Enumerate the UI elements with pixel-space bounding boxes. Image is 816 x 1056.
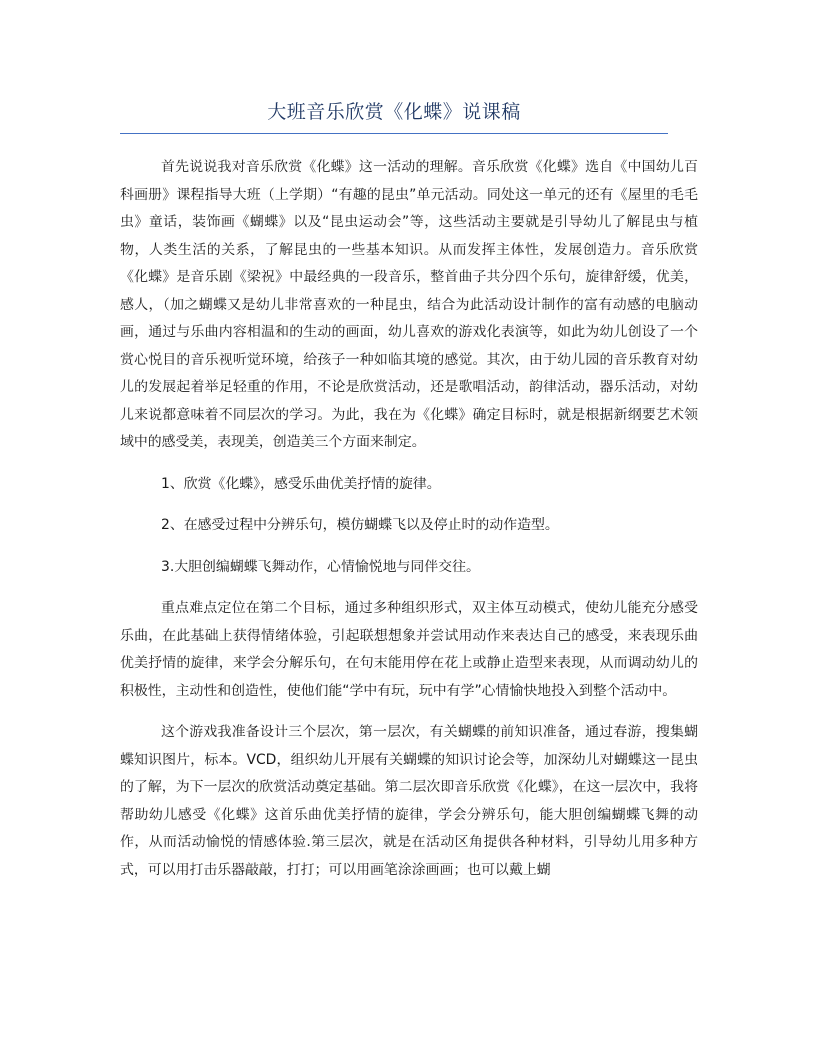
paragraph-intro: 首先说说我对音乐欣赏《化蝶》这一活动的理解。音乐欣赏《化蝶》选自《中国幼儿百科画册》课程指导大班（上学期）“有趣的昆虫”单元活动。同处这一单元的还有《屋里的毛毛虫》童话，装饰画《蝴蝶》以及“昆虫运动会”等，这些活动主要就是引导幼儿了解昆虫与植物，人类生活的关系，了解昆虫的一些基本知识。从而发挥主体性，发展创造力。音乐欣赏《化蝶》是音乐剧《梁祝》中最经典的一段音乐，整首曲子共分四个乐句，旋律舒缓，优美，感人，（加之蝴蝶又是幼儿非常喜欢的一种昆虫，结合为此活动设计制作的富有动感的电脑动画，通过与乐曲内容相温和的生动的画面，幼儿喜欢的游戏化表演等，如此为幼儿创设了一个赏心悦目的音乐视听觉环境，给孩子一种如临其境的感觉。其次，由于幼儿园的音乐教育对幼儿的发展起着举足轻重的作用，不论是欣赏活动，还是歌唱活动，韵律活动，器乐活动，对幼儿来说都意味着不同层次的学习。为此，我在为《化蝶》确定目标时，就是根据新纲要艺术领域中的感受美，表现美，创造美三个方面来制定。 xyxy=(120,159,698,450)
goal-item-1: 1、欣赏《化蝶》，感受乐曲优美抒情的旋律。 xyxy=(161,475,441,492)
document-title: 大班音乐欣赏《化蝶》说课稿 xyxy=(267,101,521,123)
goal-item-3: 3.大胆创编蝴蝶飞舞动作，心情愉悦地与同伴交往。 xyxy=(161,558,480,575)
document-body xyxy=(120,154,698,884)
goal-item-2: 2、在感受过程中分辨乐句，模仿蝴蝶飞以及停止时的动作造型。 xyxy=(161,517,559,533)
paragraph-activity-levels: 这个游戏我准备设计三个层次，第一层次，有关蝴蝶的前知识准备，通过春游，搜集蝴蝶知识图片，标本。VCD，组织幼儿开展有关蝴蝶的知识讨论会等，加深幼儿对蝴蝶这一昆虫的了解，为下一层次的欣赏活动奠定基础。第二层次即音乐欣赏《化蝶》，在这一层次中，我将帮助幼儿感受《化蝶》这首乐曲优美抒情的旋律，学会分辨乐句，能大胆创编蝴蝶飞舞的动作，从而活动愉悦的情感体验.第三层次，就是在活动区角提供各种材料，引导幼儿用多种方式，可以用打击乐器敲敲，打打；可以用画笔涂涂画画；也可以戴上蝴 xyxy=(120,724,698,878)
title-underline xyxy=(120,133,668,134)
paragraph-key-points: 重点难点定位在第二个目标，通过多种组织形式，双主体互动模式，使幼儿能充分感受乐曲，在此基础上获得情绪体验，引起联想想象并尝试用动作来表达自己的感受，来表现乐曲优美抒情的旋律，来学会分解乐句，在句末能用停在花上或静止造型来表现，从而调动幼儿的积极性，主动性和创造性，使他们能“学中有玩，玩中有学”心情愉快地投入到整个活动中。 xyxy=(120,600,698,699)
